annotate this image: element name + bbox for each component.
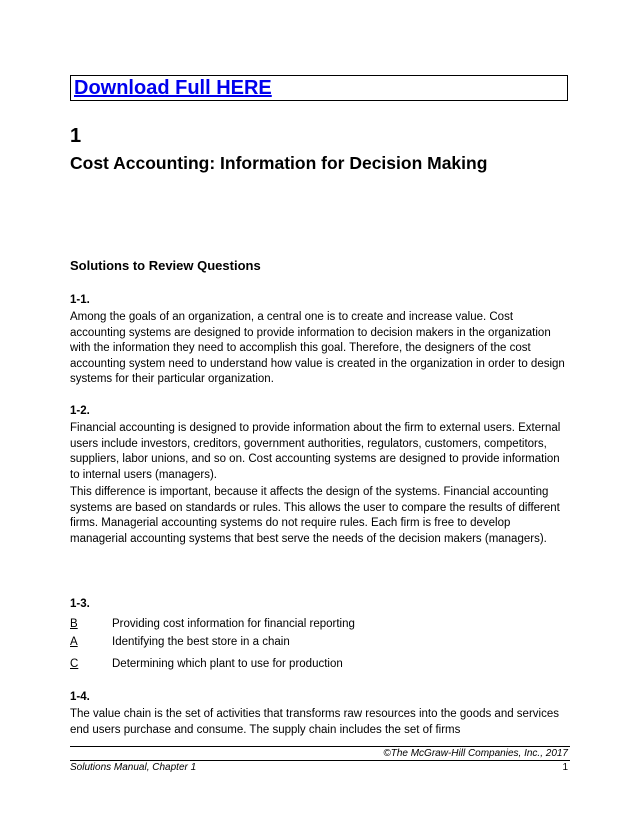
question-number-1-1: 1-1. xyxy=(70,294,90,306)
chapter-number: 1 xyxy=(70,125,82,147)
footer-copyright: ©The McGraw-Hill Companies, Inc., 2017 xyxy=(383,748,568,759)
answer-text: Identifying the best store in a chain xyxy=(112,636,290,648)
answer-paragraph-1-1: Among the goals of an organization, a central one is to create and increase value. Cost accounting systems are designed to provide information to decision makers in the organization with the information they need to accomplish this goal. Therefore, the designers of the cost accounting system need to understand how value is created in the organization in order to design systems for their particular organization. xyxy=(70,311,565,385)
question-number-1-2: 1-2. xyxy=(70,405,90,417)
section-heading: Solutions to Review Questions xyxy=(70,258,261,273)
answer-letter: C xyxy=(70,658,79,670)
answer-text: Determining which plant to use for production xyxy=(112,658,343,670)
answer-letter: A xyxy=(70,636,78,648)
question-number-1-3: 1-3. xyxy=(70,598,90,610)
document-page xyxy=(70,0,570,826)
answer-paragraph-1-2a: Financial accounting is designed to provide information about the firm to external users. External users include investors, creditors, government authorities, regulators, customers, competitors, suppliers, labor unions, and so on. Cost accounting systems are designed to provide information to internal users (managers). xyxy=(70,422,561,481)
answer-letter: B xyxy=(70,618,78,630)
footer-page-number: 1 xyxy=(562,762,568,773)
answer-text: Providing cost information for financial reporting xyxy=(112,618,355,630)
footer-rule-bottom xyxy=(70,760,570,761)
chapter-title: Cost Accounting: Information for Decision Making xyxy=(70,153,488,173)
footer-manual-label: Solutions Manual, Chapter 1 xyxy=(70,762,197,773)
answer-paragraph-1-2b: This difference is important, because it affects the design of the systems. Financial accounting systems are based on standards or rules. This allows the user to compare the results of different firms. Managerial accounting systems do not require rules. Each firm is free to develop managerial accounting systems that best serve the needs of the decision makers (managers). xyxy=(70,486,560,545)
download-link[interactable]: Download Full HERE xyxy=(74,77,272,99)
answer-paragraph-1-4: The value chain is the set of activities that transforms raw resources into the goods and services end users purchase and consume. The supply chain includes the set of firms xyxy=(70,708,559,736)
download-banner xyxy=(70,75,568,101)
footer-rule-top xyxy=(70,746,570,747)
question-number-1-4: 1-4. xyxy=(70,691,90,703)
